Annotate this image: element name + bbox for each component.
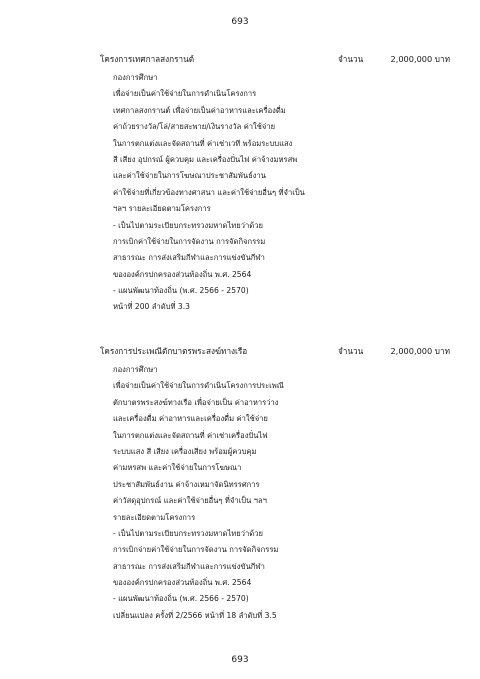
description-line: และค่าใช้จ่ายในการโฆษณาประชาสัมพันธ์งาน: [113, 171, 266, 181]
description-line: กองการศึกษา: [113, 73, 158, 82]
description-line: ระบบแสง สี เสียง เครื่องเสียง พร้อมผู้ควบคุม: [113, 446, 257, 456]
description-line: ตักบาตรพระสงฆ์ทางเรือ เพื่อจ่ายเป็น ค่าอาหารว่าง: [113, 397, 279, 407]
description-line: ค่ามหรสพ และค่าใช้จ่ายในการโฆษณา: [113, 463, 242, 473]
amount-label: จำนวน: [338, 346, 364, 356]
description-line: หน้าที่ 200 ลำดับที่ 3.3: [113, 302, 190, 312]
description-line: การเบิกค่าใช้จ่ายในการจัดงาน การจัดกิจกรรม: [113, 236, 266, 246]
description-line: กองการศึกษา: [113, 365, 158, 374]
project-title: โครงการประเพณีตักบาตรพระสงฆ์ทางเรือ: [100, 346, 248, 356]
project-header: [100, 53, 450, 70]
description-line: สาธารณะ การส่งเสริมกีฬาและการแข่งขันกีฬา: [113, 561, 265, 571]
description-line: สาธารณะ การส่งเสริมกีฬาและการแข่งขันกีฬา: [113, 253, 265, 263]
description-line: ฯลฯ รายละเอียดตามโครงการ: [113, 204, 211, 214]
project-description: [113, 362, 450, 624]
description-line: ในการตกแต่งและจัดสถานที่ ค่าเช่าเวที พร้อมระบบแสง: [113, 138, 293, 148]
description-line: - แผนพัฒนาท้องถิ่น (พ.ศ. 2566 - 2570): [113, 286, 249, 296]
description-line: ค่าวัสดุอุปกรณ์ และค่าใช้จ่ายอื่นๆ ที่จำเป็น ฯลฯ: [113, 496, 267, 506]
amount-label: จำนวน: [338, 54, 364, 64]
project-title: โครงการเทศกาลสงกรานต์: [100, 54, 195, 64]
description-line: ขององค์กรปกครองส่วนท้องถิ่น พ.ศ. 2564: [113, 578, 252, 588]
project-description: [113, 70, 450, 316]
page-number-top: 693: [231, 17, 249, 27]
description-line: การเบิกจ่ายค่าใช้จ่ายในการจัดงาน การจัดกิจกรรม: [113, 545, 279, 555]
description-line: - เป็นไปตามระเบียบกระทรวงมหาดไทยว่าด้วย: [113, 220, 263, 230]
description-line: - เป็นไปตามระเบียบกระทรวงมหาดไทยว่าด้วย: [113, 528, 263, 538]
page-number-bottom: 693: [231, 655, 249, 665]
description-line: ค่าใช้จ่ายที่เกี่ยวข้องทางศาสนา และค่าใช้จ่ายอื่นๆ ที่จำเป็น: [113, 187, 305, 197]
project-section: [100, 53, 450, 316]
description-line: เทศกาลสงกรานต์ เพื่อจ่ายเป็นค่าอาหารและเครื่องดื่ม: [113, 105, 286, 115]
project-section: [100, 345, 450, 624]
description-line: ในการตกแต่งและจัดสถานที่ ค่าเช่าเครื่องปั่นไฟ: [113, 430, 268, 440]
amount-value: 2,000,000 บาท: [390, 346, 450, 356]
description-line: ค่าถ้วยรางวัล/โล่/สายสะพาย/เงินรางวัล ค่าใช้จ่าย: [113, 122, 276, 132]
amount-value: 2,000,000 บาท: [390, 54, 450, 64]
description-line: เพื่อจ่ายเป็นค่าใช้จ่ายในการดำเนินโครงการประเพณี: [113, 381, 284, 391]
description-line: สี เสียง อุปกรณ์ ผู้ควบคุม และเครื่องปั่นไฟ ค่าจ้างมหรสพ: [113, 154, 298, 164]
project-header: [100, 345, 450, 362]
description-line: เปลี่ยนแปลง ครั้งที่ 2/2566 หน้าที่ 18 ลำดับที่ 3.5: [113, 610, 277, 620]
description-line: ประชาสัมพันธ์งาน ค่าจ้างเหมาจัดนิทรรศการ: [113, 479, 260, 489]
description-line: เพื่อจ่ายเป็นค่าใช้จ่ายในการดำเนินโครงการ: [113, 89, 257, 99]
description-line: รายละเอียดตามโครงการ: [113, 512, 196, 522]
description-line: และเครื่องดื่ม ค่าอาหารและเครื่องดื่ม ค่าใช้จ่าย: [113, 414, 268, 424]
description-line: - แผนพัฒนาท้องถิ่น (พ.ศ. 2566 - 2570): [113, 594, 249, 604]
description-line: ขององค์กรปกครองส่วนท้องถิ่น พ.ศ. 2564: [113, 269, 252, 279]
